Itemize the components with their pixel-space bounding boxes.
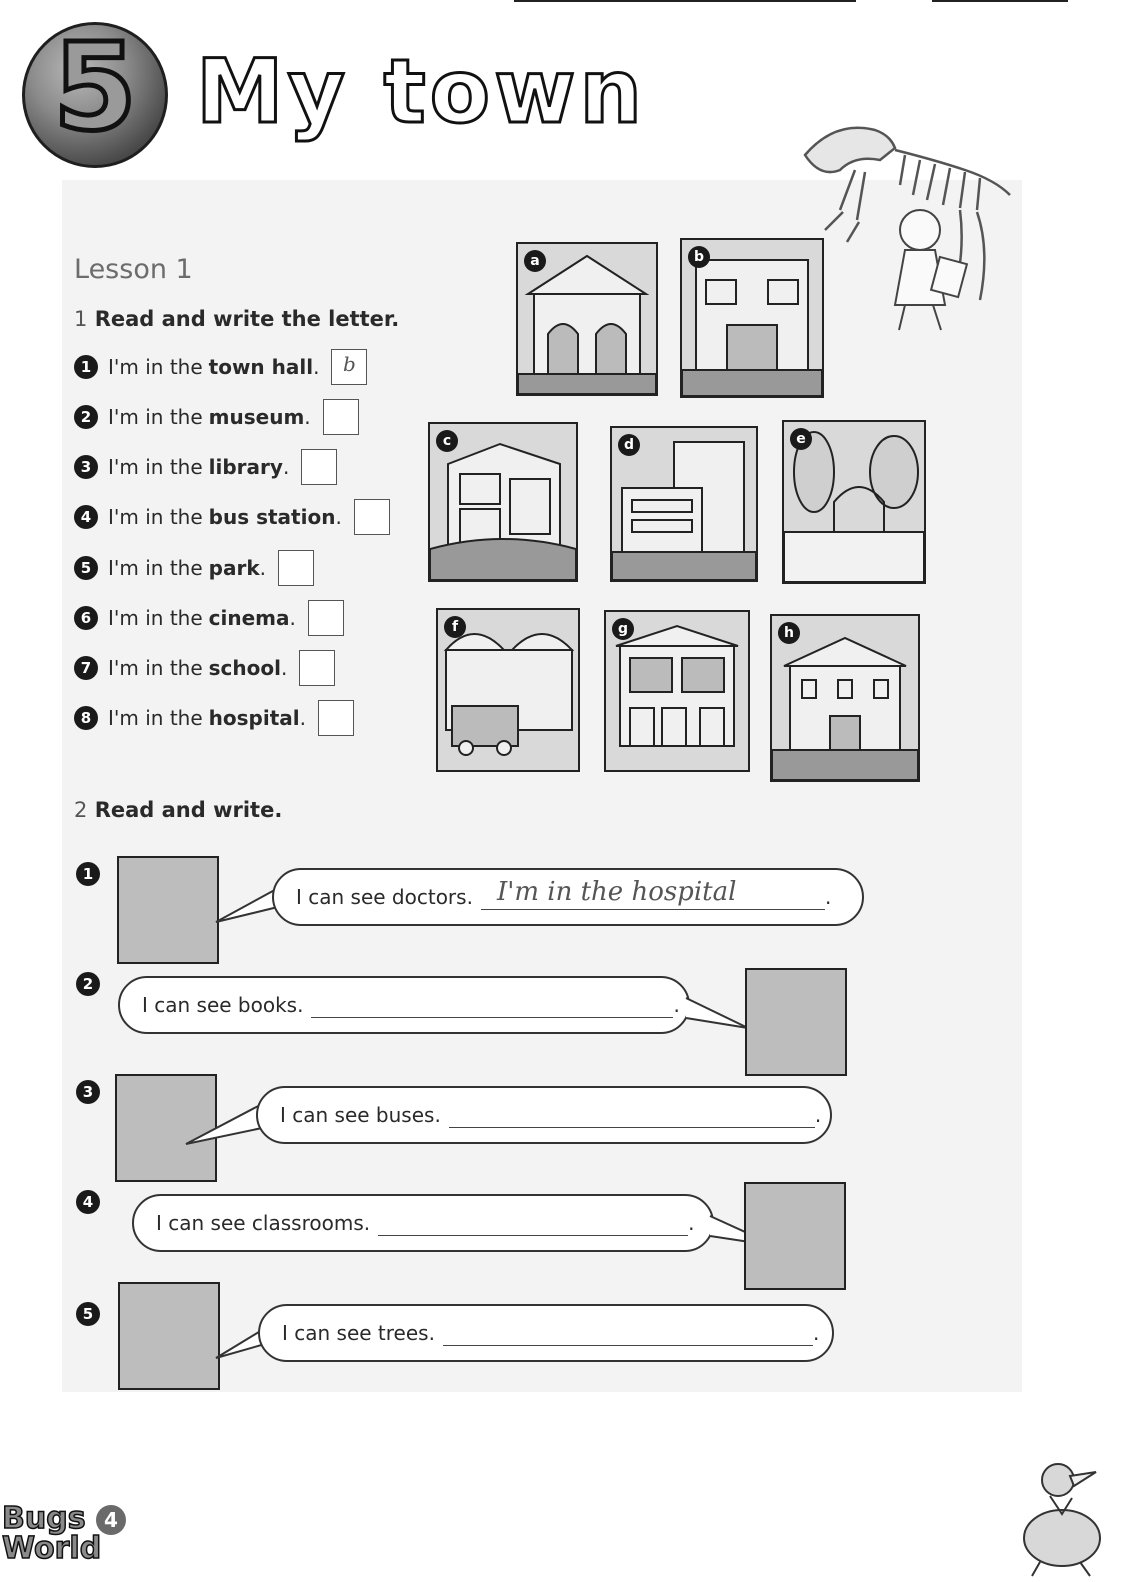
name-line xyxy=(514,0,856,2)
item-prefix: I'm in the xyxy=(108,455,203,479)
picture-d-hospital xyxy=(610,426,758,582)
list-item: 2 I'm in the museum . xyxy=(74,400,359,434)
speech-bubble: I can see classrooms. . xyxy=(132,1194,714,1252)
answer-line[interactable] xyxy=(378,1211,688,1236)
item-place: town hall xyxy=(208,355,314,379)
picture-e-park xyxy=(782,420,926,584)
list-item: 1 I'm in the town hall . b xyxy=(74,350,367,384)
brand-logo xyxy=(2,1501,126,1566)
answer-box[interactable] xyxy=(308,600,344,636)
speech-bubble: I can see trees. . xyxy=(258,1304,834,1362)
item-prefix: I'm in the xyxy=(108,355,203,379)
date-line xyxy=(932,0,1068,2)
bubble-text: I can see buses. xyxy=(280,1103,441,1127)
list-item: 3 I'm in the library . xyxy=(74,450,337,484)
item-number: 6 xyxy=(74,606,98,630)
item-place: park xyxy=(208,556,260,580)
bubble-text: I can see classrooms. xyxy=(156,1211,371,1235)
item-number: 2 xyxy=(74,405,98,429)
question-number: 1 xyxy=(76,862,100,886)
school-thumbnail xyxy=(744,1182,846,1290)
item-number: 3 xyxy=(74,455,98,479)
picture-c-library xyxy=(428,422,578,582)
speech-bubble: I can see books. . xyxy=(118,976,690,1034)
question-number: 5 xyxy=(76,1302,100,1326)
item-place: museum xyxy=(208,405,305,429)
speech-bubble: I can see buses. . xyxy=(256,1086,832,1144)
list-item: 8 I'm in the hospital . xyxy=(74,701,354,735)
picture-label: d xyxy=(618,434,640,456)
item-prefix: I'm in the xyxy=(108,405,203,429)
answer-text: I'm in the hospital xyxy=(496,876,737,907)
question-number: 4 xyxy=(76,1190,100,1214)
item-number: 4 xyxy=(74,505,98,529)
picture-b-museum xyxy=(680,238,824,398)
bubble-text: I can see trees. xyxy=(282,1321,435,1345)
library-thumbnail xyxy=(745,968,847,1076)
speech-bubble: I can see doctors. I'm in the hospital . xyxy=(272,868,864,926)
hospital-thumbnail xyxy=(117,856,219,964)
answer-box[interactable] xyxy=(323,399,359,435)
brand-line2: World xyxy=(2,1531,102,1566)
dinosaur-skeleton-illustration xyxy=(795,100,1020,335)
item-number: 8 xyxy=(74,706,98,730)
item-number: 7 xyxy=(74,656,98,680)
question-number: 2 xyxy=(76,972,100,996)
item-place: hospital xyxy=(208,706,300,730)
bubble-text: I can see doctors. xyxy=(296,885,473,909)
answer-box[interactable] xyxy=(301,449,337,485)
bird-mascot-illustration xyxy=(1010,1450,1110,1578)
item-prefix: I'm in the xyxy=(108,656,203,680)
page-title: My town xyxy=(196,40,647,143)
brand-line1: Bugs xyxy=(2,1501,86,1536)
unit-badge xyxy=(22,19,168,168)
item-prefix: I'm in the xyxy=(108,606,203,630)
picture-label: e xyxy=(790,428,812,450)
picture-g-cinema xyxy=(604,610,750,772)
list-item: 6 I'm in the cinema . xyxy=(74,601,344,635)
exercise2-title xyxy=(74,798,282,822)
item-number: 5 xyxy=(74,556,98,580)
picture-f-bus-station xyxy=(436,608,580,772)
speech-tail xyxy=(684,994,750,1034)
answer-box[interactable] xyxy=(354,499,390,535)
answer-box[interactable] xyxy=(318,700,354,736)
list-item: 4 I'm in the bus station . xyxy=(74,500,390,534)
list-item: 7 I'm in the school . xyxy=(74,651,335,685)
picture-label: g xyxy=(612,618,634,640)
picture-label: b xyxy=(688,246,710,268)
picture-label: c xyxy=(436,430,458,452)
exercise1-title xyxy=(74,307,399,331)
item-place: bus station xyxy=(208,505,336,529)
answer-box[interactable] xyxy=(299,650,335,686)
picture-label: f xyxy=(444,616,466,638)
item-prefix: I'm in the xyxy=(108,505,203,529)
brand-level: 4 xyxy=(96,1505,126,1535)
answer-box[interactable] xyxy=(278,550,314,586)
picture-a-town-hall xyxy=(516,242,658,396)
item-place: cinema xyxy=(208,606,290,630)
speech-tail xyxy=(184,1100,264,1150)
item-prefix: I'm in the xyxy=(108,556,203,580)
answer-text: b xyxy=(343,352,356,376)
item-prefix: I'm in the xyxy=(108,706,203,730)
picture-label: h xyxy=(778,622,800,644)
answer-line[interactable] xyxy=(449,1103,815,1128)
list-item: 5 I'm in the park . xyxy=(74,551,314,585)
item-place: library xyxy=(208,455,283,479)
exercise2-instruction: Read and write. xyxy=(94,798,283,822)
unit-number: 5 xyxy=(53,19,137,158)
exercise1-number: 1 xyxy=(74,307,88,331)
item-place: school xyxy=(208,656,281,680)
question-number: 3 xyxy=(76,1080,100,1104)
exercise2-number: 2 xyxy=(74,798,88,822)
park-thumbnail xyxy=(118,1282,220,1390)
bubble-text: I can see books. xyxy=(142,993,304,1017)
picture-h-school xyxy=(770,614,920,782)
picture-label: a xyxy=(524,250,546,272)
answer-box[interactable] xyxy=(331,349,367,385)
answer-line[interactable] xyxy=(311,993,673,1018)
answer-line[interactable] xyxy=(443,1321,813,1346)
exercise1-instruction: Read and write the letter. xyxy=(94,307,400,331)
lesson-heading: Lesson 1 xyxy=(74,254,193,285)
item-number: 1 xyxy=(74,355,98,379)
